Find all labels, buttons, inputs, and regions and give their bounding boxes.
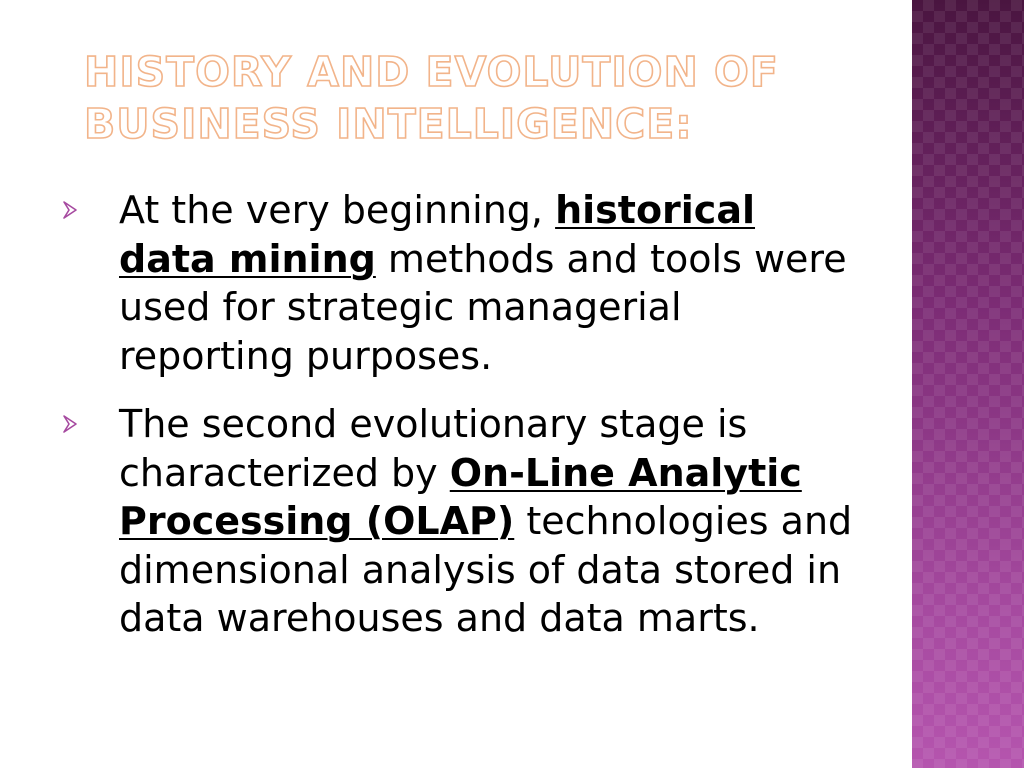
bullet-text: The second evolutionary stage is characterized by On-Line Analytic Processing (OLAP) technologies and dimensional analysis of data stored in data warehouses and data marts.	[119, 402, 853, 640]
title-line-1: HISTORY AND EVOLUTION OF	[84, 48, 779, 96]
chevron-arrow-icon	[62, 200, 80, 220]
title-line-2: BUSINESS INTELLIGENCE:	[84, 100, 693, 148]
emphasis-term: On-Line Analytic Processing (OLAP)	[119, 450, 802, 543]
decorative-side-panel	[912, 0, 1024, 768]
slide-title	[84, 46, 884, 150]
bullet-item-olap	[62, 400, 862, 643]
bullet-item-historical-data-mining	[62, 186, 862, 380]
emphasis-term: historical data mining	[119, 188, 756, 281]
bullet-list	[62, 186, 862, 663]
bullet-text: At the very beginning, historical data mining methods and tools were used for strategic managerial reporting purposes.	[119, 188, 847, 378]
chevron-arrow-icon	[62, 414, 80, 434]
